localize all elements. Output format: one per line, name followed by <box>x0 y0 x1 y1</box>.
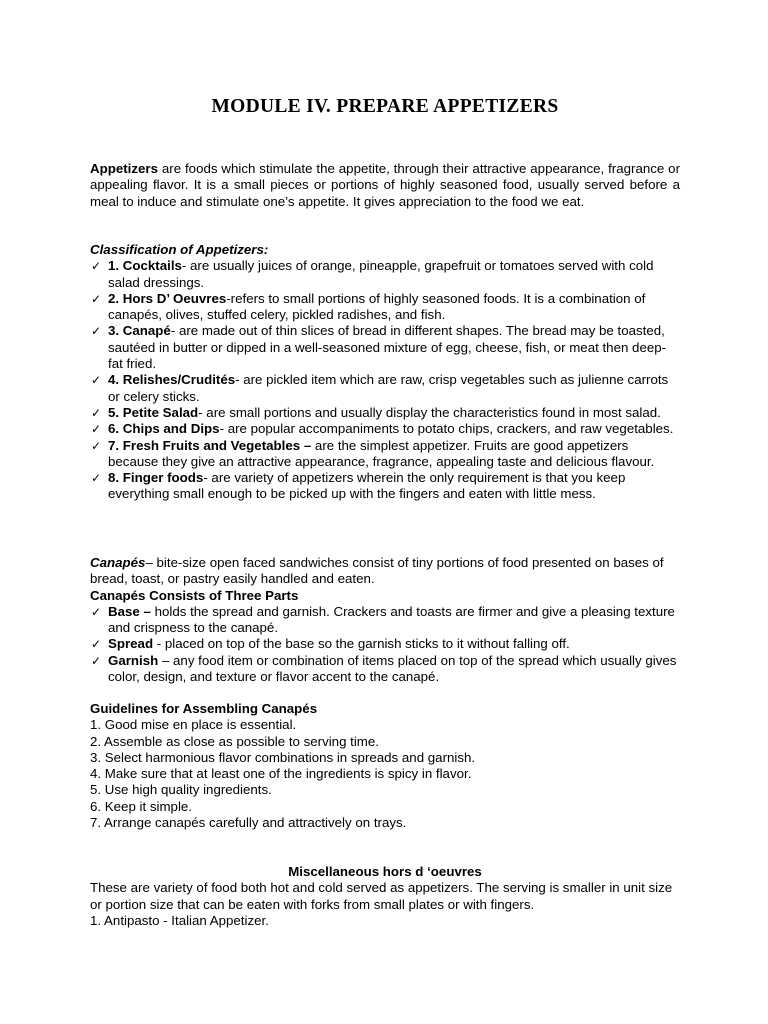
list-item: 4. Make sure that at least one of the ingredients is spicy in flavor. <box>90 766 472 782</box>
item-text: are the simplest appetizer. Fruits are good appetizers because they give an attractive appearance, fragrance, appealing taste and delicious flavour. <box>108 437 655 469</box>
checkmark-icon: ✓ <box>91 637 102 652</box>
canapes-text: – bite-size open faced sandwiches consist of tiny portions of food presented on bases of bread, toast, or pastry easily handled and eaten. <box>90 555 664 587</box>
item-term: Base – <box>108 603 151 619</box>
list-item: 6. Keep it simple. <box>90 798 192 814</box>
classification-list <box>90 258 680 502</box>
intro-text: are foods which stimulate the appetite, through their attractive appearance, fragrance or appealing flavor. It is a small pieces or portions of highly seasoned food, usually served before a meal to induce and stimulate one’s appetite. It gives appreciation to the food we eat. <box>90 161 680 209</box>
item-term: 5. Petite Salad <box>108 404 199 420</box>
checkmark-icon: ✓ <box>91 373 102 388</box>
misc-text: These are variety of food both hot and cold served as appetizers. The serving is smaller in unit size or portion size that can be eaten with forks from small plates or with fingers. <box>90 880 673 912</box>
list-item <box>90 291 680 324</box>
canapes-parts-heading: Canapés Consists of Three Parts <box>90 587 299 603</box>
item-text: holds the spread and garnish. Crackers and toasts are firmer and give a pleasing texture and crispness to the canapé. <box>108 603 675 636</box>
item-text: - are usually juices of orange, pineapple, grapefruit or tomatoes served with cold salad dressings. <box>108 258 654 290</box>
guidelines-heading: Guidelines for Assembling Canapés <box>90 701 318 716</box>
item-term: 7. Fresh Fruits and Vegetables – <box>108 437 312 453</box>
item-term: Spread <box>108 636 154 652</box>
list-item <box>90 653 680 686</box>
item-text: - are pickled item which are raw, crisp vegetables such as julienne carrots or celery sticks. <box>108 372 669 404</box>
guidelines-section <box>90 701 680 831</box>
list-item: 7. Arrange canapés carefully and attractively on trays. <box>90 815 407 831</box>
page-title: MODULE IV. PREPARE APPETIZERS <box>211 96 559 117</box>
list-item <box>90 604 680 637</box>
canapes-parts-list <box>90 604 680 685</box>
canapes-section <box>90 555 680 685</box>
item-text: - are popular accompaniments to potato chips, crackers, and raw vegetables. <box>219 421 674 437</box>
item-text: - are made out of thin slices of bread in different shapes. The bread may be toasted, sautéed in butter or dipped in a well-seasoned mixture of egg, cheese, fish, or meat then deep-fat fried. <box>108 323 667 372</box>
checkmark-icon: ✓ <box>91 291 102 306</box>
item-term: 1. Cocktails <box>108 258 182 274</box>
guidelines-list <box>90 717 680 831</box>
checkmark-icon: ✓ <box>91 405 102 420</box>
list-item <box>90 421 680 437</box>
intro-term: Appetizers <box>90 161 158 176</box>
list-item <box>90 636 680 652</box>
checkmark-icon: ✓ <box>91 422 102 437</box>
checkmark-icon: ✓ <box>91 324 102 339</box>
canapes-term: Canapés <box>90 555 146 570</box>
list-item: 1. Antipasto - Italian Appetizer. <box>90 912 269 928</box>
checkmark-icon: ✓ <box>91 653 102 668</box>
item-text: -refers to small portions of highly seasoned foods. It is a combination of canapés, olives, stuffed celery, pickled radishes, and fish. <box>108 290 646 323</box>
list-item <box>90 258 680 291</box>
classification-section <box>90 242 680 503</box>
item-text: - are variety of appetizers wherein the only requirement is that you keep everything small enough to be picked up with the fingers and eaten with little mess. <box>108 470 626 502</box>
list-item <box>90 323 680 372</box>
canapes-definition <box>90 555 680 588</box>
item-text: - are small portions and usually display the characteristics found in most salad. <box>198 404 661 420</box>
list-item <box>90 438 680 471</box>
item-term: 2. Hors D’ Oeuvres <box>108 290 227 306</box>
list-item <box>90 405 680 421</box>
checkmark-icon: ✓ <box>91 471 102 486</box>
item-text: – any food item or combination of items placed on top of the spread which usually gives color, design, and texture or flavor accent to the canapé. <box>108 652 677 685</box>
list-item <box>90 372 680 405</box>
item-term: 4. Relishes/Crudités <box>108 372 236 388</box>
intro-paragraph <box>90 161 680 210</box>
list-item <box>90 470 680 503</box>
item-term: 8. Finger foods <box>108 470 204 486</box>
item-term: 3. Canapé <box>108 323 171 339</box>
item-term: Garnish <box>108 652 159 668</box>
item-text: - placed on top of the base so the garnish sticks to it without falling off. <box>153 636 570 652</box>
checkmark-icon: ✓ <box>91 438 102 453</box>
item-term: 6. Chips and Dips <box>108 421 220 437</box>
list-item: 3. Select harmonious flavor combinations in spreads and garnish. <box>90 749 476 765</box>
list-item: 2. Assemble as close as possible to serving time. <box>90 733 379 749</box>
checkmark-icon: ✓ <box>91 259 102 274</box>
checkmark-icon: ✓ <box>91 604 102 619</box>
list-item: 1. Good mise en place is essential. <box>90 717 297 733</box>
classification-heading: Classification of Appetizers: <box>90 242 269 257</box>
misc-heading: Miscellaneous hors d ‘oeuvres <box>288 864 482 879</box>
list-item: 5. Use high quality ingredients. <box>90 782 272 798</box>
misc-section <box>90 864 680 929</box>
